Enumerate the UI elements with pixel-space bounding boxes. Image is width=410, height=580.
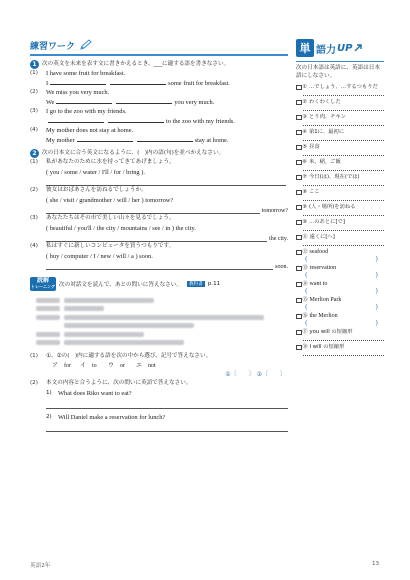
- checkbox[interactable]: [296, 160, 302, 166]
- vocab-number: ①: [302, 84, 307, 91]
- answer-line[interactable]: [303, 226, 384, 231]
- item-number: (4): [30, 243, 38, 249]
- vocab-item: [296, 295, 384, 311]
- checkbox[interactable]: [296, 100, 302, 106]
- answer-line[interactable]: [303, 121, 384, 126]
- checkbox[interactable]: [296, 175, 302, 181]
- choice: ア for: [52, 362, 71, 369]
- vocab-number: ⑩: [302, 219, 307, 226]
- checkbox[interactable]: [296, 314, 302, 320]
- checkbox[interactable]: [296, 345, 302, 351]
- checkbox[interactable]: [296, 85, 302, 91]
- answer-line[interactable]: [46, 234, 267, 242]
- q1-item: [30, 88, 288, 107]
- vocab-label: わくわくした: [308, 99, 341, 106]
- item-japanese: 私はすぐに新しいコンピュータを買うつもりです。: [46, 243, 175, 249]
- item-prefix: We: [46, 98, 55, 106]
- vocab-number: ⑬: [302, 265, 308, 272]
- answer-blank[interactable]: [137, 136, 193, 142]
- answer-line[interactable]: [46, 399, 288, 409]
- answer-line[interactable]: [303, 106, 384, 111]
- item-number: (1): [30, 353, 38, 359]
- vocab-number: ⑤: [302, 144, 307, 151]
- vocab-number: ⑨: [302, 204, 307, 211]
- answer-blank[interactable]: [48, 117, 104, 123]
- item-words: ( she / visit / grandmother / will / her ) tomorrow?: [46, 196, 174, 204]
- checkbox[interactable]: [296, 220, 302, 226]
- item-number: (3): [30, 215, 38, 221]
- logo-word: 語力: [316, 44, 336, 56]
- vocab-number: ④: [302, 129, 307, 136]
- vocab-label: I will の短縮形: [309, 344, 345, 351]
- sub-number: 2): [46, 413, 52, 420]
- answer-line[interactable]: [303, 136, 384, 141]
- answer-end: soon.: [275, 264, 288, 270]
- answer-blank[interactable]: [50, 79, 106, 85]
- vocab-label: …でしょう、…するつもりだ: [308, 84, 378, 91]
- vocab-item: [296, 311, 384, 327]
- item-number: (2): [30, 89, 38, 95]
- checkbox[interactable]: [296, 330, 302, 336]
- vocab-item: [296, 217, 384, 231]
- vocab-item: [296, 342, 384, 356]
- reading-badge: [30, 277, 56, 291]
- vocab-item: [296, 263, 384, 279]
- vocab-label: Merlion Park: [309, 297, 342, 304]
- vocab-label: you will の短縮形: [309, 329, 353, 336]
- q1-heading: [30, 60, 288, 69]
- reading-question-2: [30, 379, 288, 433]
- item-suffix: stay at home.: [194, 136, 229, 144]
- item-suffix: to the zoo with my friends.: [166, 117, 235, 125]
- checkbox[interactable]: [296, 298, 302, 304]
- answer-blank[interactable]: [108, 117, 164, 123]
- vocab-label: 米、稲、ご飯: [308, 159, 341, 166]
- main-column: [30, 38, 288, 432]
- vocab-item: [296, 142, 384, 156]
- badge-line: 読解: [36, 276, 49, 284]
- vocab-item: [296, 232, 384, 246]
- textbook-ref-label: 教科書: [188, 282, 203, 287]
- footer-left: 英語2年: [30, 563, 51, 569]
- q2-item: [30, 214, 288, 242]
- answer-line[interactable]: [303, 196, 384, 201]
- section-header: [30, 38, 288, 52]
- vocab-item: [296, 187, 384, 201]
- vocab-label: 第1に、最初に: [308, 129, 345, 136]
- q2-item: [30, 186, 288, 214]
- vocab-item: [296, 172, 384, 186]
- vocab-item: [296, 247, 384, 263]
- checkbox[interactable]: [296, 250, 302, 256]
- q1-item: [30, 126, 288, 145]
- q2-number: 2: [30, 149, 39, 158]
- answer-bracket-2[interactable]: ②〔 〕: [256, 370, 286, 378]
- vocab-number: ⑱: [302, 344, 308, 351]
- section-rule: [30, 54, 288, 56]
- vocab-label: 昼食: [308, 144, 320, 151]
- item-number: (1): [30, 70, 38, 76]
- vocab-number: ⑮: [302, 297, 308, 304]
- item-words: ( beautiful / you'll / the city / mountains / see / in ) the city.: [46, 224, 196, 232]
- item-sentence: I go to the zoo with my friends.: [46, 108, 127, 115]
- sub-question: What does Riko want to eat?: [58, 390, 132, 397]
- choice: ウ or: [108, 362, 125, 369]
- vocab-item: [296, 127, 384, 141]
- vocab-number: ⑧: [302, 189, 307, 196]
- vocab-number: ⑭: [302, 281, 308, 288]
- checkbox[interactable]: [296, 266, 302, 272]
- vocab-number: ⑰: [302, 329, 308, 336]
- answer-bracket-1[interactable]: ①〔 〕: [225, 370, 255, 378]
- up-arrow-icon: [353, 43, 363, 53]
- reading-instruction: 次の対話文を読んで、あとの問いに答えなさい。: [59, 282, 182, 288]
- checkbox[interactable]: [296, 130, 302, 136]
- vocab-label: (人・場所)を訪ねる: [308, 204, 356, 211]
- sub-question: Will Daniel make a reservation for lunch?: [58, 413, 166, 421]
- item-words: ( buy / computer / I / new / will / a ) soon.: [46, 252, 153, 260]
- item-number: (4): [30, 127, 38, 133]
- blurred-passage: [36, 296, 282, 347]
- vocab-number: ⑪: [302, 234, 308, 241]
- item-japanese: あなたたちはその市で美しい山々を見るでしょう。: [46, 215, 175, 221]
- answer-end: tomorrow?: [261, 208, 288, 214]
- answer-blank[interactable]: [77, 136, 133, 142]
- pencil-icon: [79, 39, 93, 51]
- vocab-number: ⑦: [302, 174, 307, 181]
- answer-line[interactable]: [303, 351, 384, 356]
- side-rule: [296, 61, 384, 62]
- answer-parens[interactable]: ( ): [305, 256, 378, 264]
- answer-line[interactable]: [303, 181, 384, 186]
- answer-line[interactable]: [46, 262, 273, 270]
- vocab-item: [296, 279, 384, 295]
- vocab-label: reservation: [309, 265, 337, 272]
- checkbox[interactable]: [296, 190, 302, 196]
- vocab-item: [296, 327, 384, 341]
- reading-heading: [30, 277, 288, 291]
- vocab-logo: [296, 38, 384, 58]
- q2-item: [30, 242, 288, 270]
- answer-blank[interactable]: [56, 98, 112, 104]
- reading-question-1: [30, 352, 288, 379]
- item-number: (3): [30, 108, 38, 114]
- vocab-label: 遠くに[へ]: [309, 234, 335, 241]
- item-suffix: some fruit for breakfast.: [168, 79, 230, 87]
- answer-end: the city.: [269, 236, 288, 242]
- answer-line[interactable]: [303, 91, 384, 96]
- item-prefix: I: [46, 79, 49, 87]
- checkbox[interactable]: [296, 205, 302, 211]
- vocab-number: ②: [302, 99, 307, 106]
- answer-blank[interactable]: [110, 79, 166, 85]
- answer-line[interactable]: [303, 336, 384, 341]
- answer-line[interactable]: [46, 206, 260, 214]
- vocab-item: [296, 202, 384, 216]
- item-japanese: 私があなたのために水を持ってきてあげましょう。: [46, 159, 175, 165]
- vocab-item: [296, 157, 384, 171]
- q2-heading: [30, 149, 288, 158]
- vocab-number: ③: [302, 114, 307, 121]
- vocab-number: ⑫: [302, 249, 308, 256]
- vocab-column: [296, 38, 384, 357]
- item-sentence: I have some fruit for breakfast.: [46, 70, 126, 77]
- vocab-item: [296, 112, 384, 126]
- vocab-label: …のあとに[で]: [308, 219, 345, 226]
- item-number: (1): [30, 159, 38, 165]
- logo-kanji: 単: [296, 39, 314, 57]
- q1-number: 1: [30, 60, 39, 69]
- vocab-list: [296, 82, 384, 356]
- vocab-item: [296, 97, 384, 111]
- vocab-label: ここ: [308, 189, 320, 196]
- item-sentence: My mother does not stay at home.: [46, 127, 134, 134]
- vocab-label: とり肉、チキン: [308, 114, 347, 121]
- checkbox[interactable]: [296, 282, 302, 288]
- q1-instruction: 次の英文を未来を表す文に書きかえるとき、___に適する語を書きなさい。: [42, 61, 230, 67]
- answer-parens[interactable]: ( ): [305, 304, 378, 312]
- answer-parens[interactable]: ( ): [305, 272, 378, 280]
- item-text: 本文の内容と合うように、次の問いに英語で答えなさい。: [46, 379, 192, 386]
- answer-line[interactable]: [46, 178, 286, 186]
- sub-number: 1): [46, 390, 52, 396]
- q1-item: [30, 107, 288, 126]
- q2-instruction: 次の日本文に合う英文になるように、( )内の語(句)を並べかえなさい。: [42, 150, 225, 156]
- textbook-ref-page: p.11: [207, 281, 221, 287]
- choice-list: [30, 362, 288, 371]
- checkbox[interactable]: [296, 115, 302, 121]
- vocab-label: seafood: [309, 249, 329, 256]
- q2-item: [30, 158, 288, 186]
- item-number: (2): [30, 187, 38, 193]
- answer-blank[interactable]: [116, 98, 172, 104]
- vocab-item: [296, 82, 384, 96]
- vocab-label: want to: [309, 281, 328, 288]
- item-sentence: We miss you very much.: [46, 89, 110, 96]
- checkbox[interactable]: [296, 235, 302, 241]
- logo-up: UP: [337, 42, 353, 54]
- answer-line[interactable]: [303, 151, 384, 156]
- item-words: ( you / some / water / I'll / for / bring ).: [46, 168, 145, 176]
- item-prefix: My mother: [46, 136, 75, 144]
- page-number: 13: [372, 561, 380, 567]
- item-text: ①、②の( )内に適する語を次の中から選び、記号で答えなさい。: [46, 353, 212, 359]
- answer-line[interactable]: [46, 422, 288, 432]
- item-japanese: 彼女はおばあさんを訪ねるでしょうか。: [46, 187, 147, 193]
- section-title: 練習ワーク: [30, 41, 76, 52]
- choice: エ not: [136, 362, 156, 369]
- answer-line[interactable]: [303, 211, 384, 216]
- answer-line[interactable]: [303, 241, 384, 246]
- q1-item: [30, 69, 288, 88]
- answer-brackets: [30, 371, 288, 379]
- badge-line: トレーニング: [31, 284, 55, 289]
- answer-parens[interactable]: ( ): [305, 320, 378, 328]
- item-suffix: you very much.: [174, 98, 215, 106]
- answer-parens[interactable]: ( ): [305, 288, 378, 296]
- vocab-label: 今日(は)、現在(では): [308, 174, 360, 181]
- vocab-instruction: 次の日本語は英語に、英語は日本語にしなさい。: [296, 65, 380, 80]
- vocab-number: ⑥: [302, 159, 307, 166]
- vocab-label: the Merlion: [309, 313, 338, 320]
- checkbox[interactable]: [296, 145, 302, 151]
- choice: イ to: [80, 362, 97, 369]
- vocab-number: ⑯: [302, 313, 308, 320]
- answer-line[interactable]: [303, 166, 384, 171]
- item-number: (2): [30, 379, 38, 386]
